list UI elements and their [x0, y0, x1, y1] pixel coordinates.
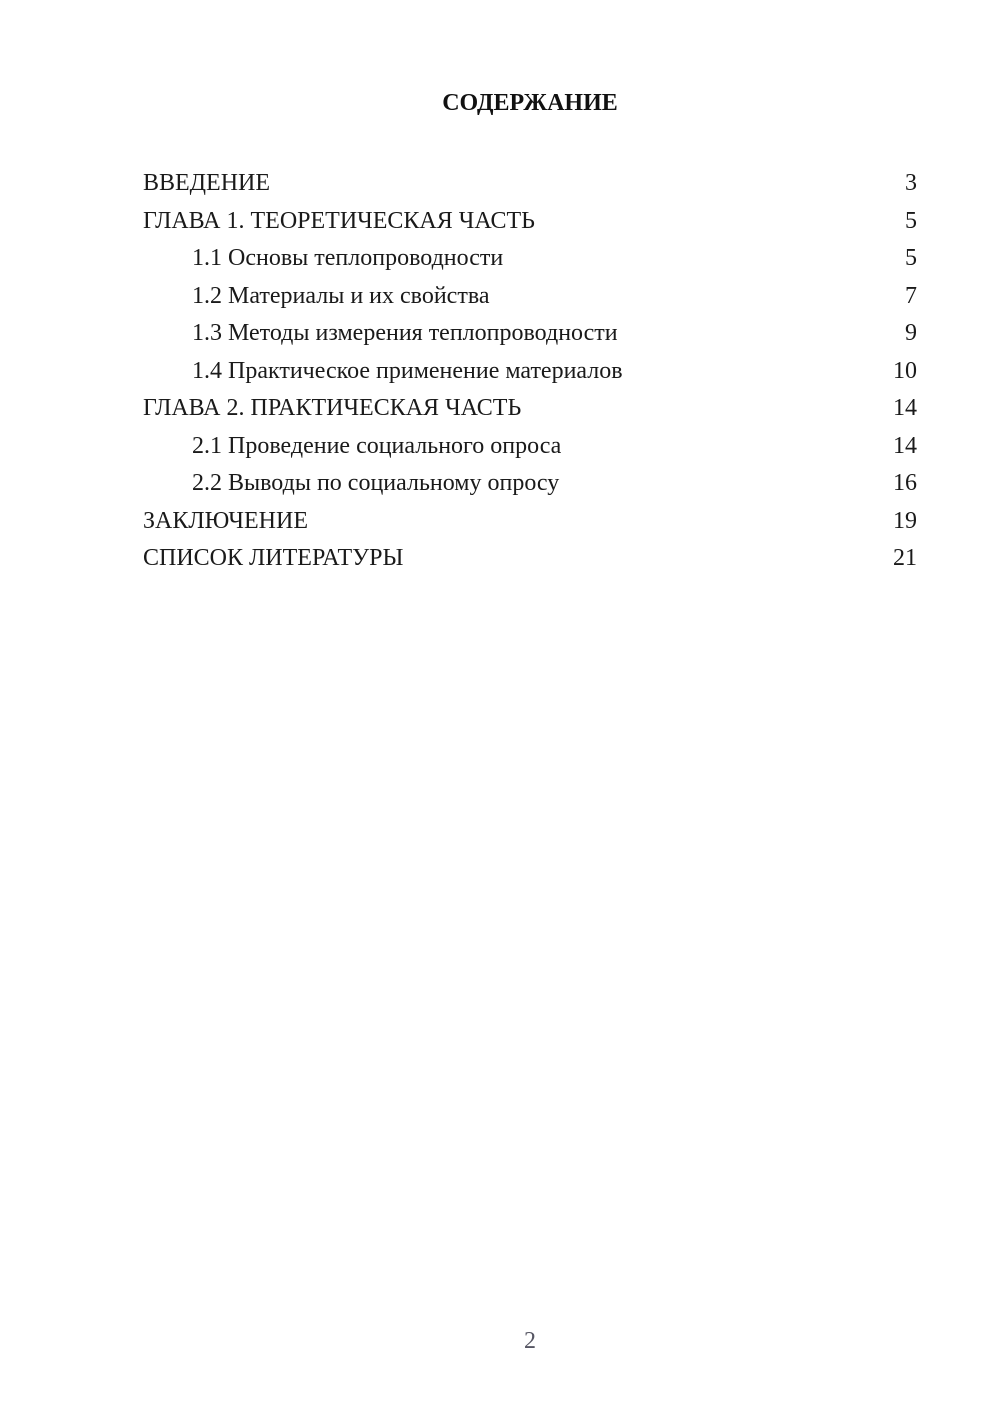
toc-entry	[143, 465, 917, 503]
toc-entry-page-number: 16	[893, 470, 917, 496]
toc-entry-page-number: 14	[893, 432, 917, 459]
toc-entry	[143, 428, 917, 466]
toc-entry	[143, 203, 917, 241]
toc-entry	[143, 278, 917, 316]
toc-entry-label: 1.4 Практическое применение материалов	[192, 357, 623, 384]
toc-entry	[143, 503, 917, 541]
toc-entry-page-number: 7	[905, 282, 917, 309]
page-title: СОДЕРЖАНИЕ	[442, 90, 618, 116]
toc-entry-page-number: 5	[905, 207, 917, 234]
toc-entry-page-number: 10	[893, 357, 917, 384]
toc-entry	[143, 540, 917, 578]
toc-list	[143, 165, 917, 578]
toc-entry	[143, 353, 917, 391]
toc-entry-page-number: 21	[893, 545, 917, 571]
toc-entry	[143, 165, 917, 203]
toc-entry	[143, 390, 917, 428]
toc-entry-label: ВВЕДЕНИЕ	[143, 170, 271, 196]
toc-entry-label: СПИСОК ЛИТЕРАТУРЫ	[143, 545, 404, 571]
toc-entry-label: 2.1 Проведение социального опроса	[192, 432, 562, 459]
toc-entry-label: ЗАКЛЮЧЕНИЕ	[143, 507, 308, 534]
footer-page-number: 2	[524, 1328, 536, 1354]
toc-entry-label: ГЛАВА 2. ПРАКТИЧЕСКАЯ ЧАСТЬ	[143, 395, 522, 421]
toc-entry-page-number: 19	[893, 507, 917, 534]
toc-entry	[143, 315, 917, 353]
toc-entry	[143, 240, 917, 278]
toc-entry-label: ГЛАВА 1. ТЕОРЕТИЧЕСКАЯ ЧАСТЬ	[143, 207, 535, 234]
toc-entry-label: 1.2 Материалы и их свойства	[192, 282, 490, 309]
toc-entry-label: 2.2 Выводы по социальному опросу	[192, 470, 560, 496]
toc-entry-page-number: 9	[905, 320, 917, 346]
toc-entry-page-number: 14	[893, 395, 917, 421]
toc-entry-page-number: 3	[905, 170, 917, 196]
toc-entry-page-number: 5	[905, 245, 917, 271]
toc-entry-label: 1.1 Основы теплопроводности	[192, 245, 504, 271]
toc-entry-label: 1.3 Методы измерения теплопроводности	[192, 320, 618, 346]
